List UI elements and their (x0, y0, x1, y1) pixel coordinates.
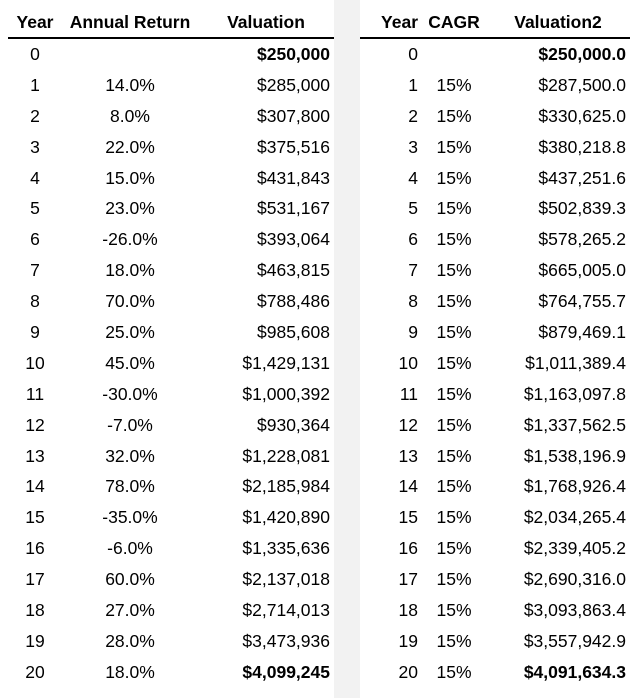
cell-year[interactable]: 11 (399, 383, 418, 404)
cell-cagr[interactable]: 15% (436, 136, 472, 157)
cell-valuation2[interactable]: $1,538,196.9 (523, 445, 626, 466)
cell-valuation2[interactable]: $879,469.1 (538, 321, 626, 342)
cell-valuation[interactable]: $3,473,936 (242, 630, 330, 651)
cell-cagr[interactable]: 15% (436, 229, 472, 250)
cell-year[interactable]: 19 (398, 630, 418, 651)
table-row (360, 471, 630, 502)
cell-year[interactable]: 17 (25, 569, 45, 590)
cell-year[interactable]: 12 (398, 414, 418, 435)
cell-valuation2[interactable]: $2,034,265.4 (523, 507, 626, 528)
table-row (8, 410, 334, 441)
cell-year[interactable]: 15 (25, 507, 45, 528)
header-year[interactable]: Year (360, 7, 422, 38)
cell-year[interactable]: 4 (30, 167, 40, 188)
table-row (8, 564, 334, 595)
table-row (8, 101, 334, 132)
cagr-table (360, 7, 630, 688)
cell-year[interactable]: 12 (25, 414, 45, 435)
cell-valuation2[interactable]: $1,163,097.8 (523, 383, 626, 404)
table-row (8, 441, 334, 472)
cell-valuation[interactable]: $393,064 (257, 229, 330, 250)
cell-cagr[interactable]: 15% (436, 630, 472, 651)
table-row (360, 193, 630, 224)
cell-valuation2[interactable]: $287,500.0 (538, 74, 626, 95)
cell-year[interactable]: 7 (30, 260, 40, 281)
cell-valuation[interactable]: $930,364 (257, 414, 330, 435)
table-row (360, 533, 630, 564)
table-row (360, 286, 630, 317)
cell-valuation2[interactable]: $250,000.0 (538, 43, 626, 64)
cell-valuation2[interactable]: $2,339,405.2 (523, 538, 626, 559)
cell-valuation[interactable]: $431,843 (257, 167, 330, 188)
cell-year[interactable]: 6 (30, 229, 40, 250)
cell-cagr[interactable] (422, 38, 486, 70)
table-row (360, 348, 630, 379)
cell-year[interactable]: 11 (25, 383, 45, 404)
table-row (360, 101, 630, 132)
cell-annual-return[interactable]: 60.0% (105, 569, 155, 590)
cell-valuation[interactable]: $285,000 (257, 74, 330, 95)
cell-year[interactable]: 13 (398, 445, 418, 466)
cell-valuation[interactable]: $985,608 (257, 321, 330, 342)
cell-annual-return[interactable]: 15.0% (105, 167, 155, 188)
cell-annual-return[interactable]: 18.0% (105, 661, 155, 682)
cell-cagr[interactable]: 15% (436, 352, 472, 373)
cell-year[interactable]: 14 (398, 476, 418, 497)
cell-annual-return[interactable]: -26.0% (102, 229, 158, 250)
table-row (360, 132, 630, 163)
cell-cagr[interactable]: 15% (436, 599, 472, 620)
cell-annual-return[interactable]: 14.0% (105, 74, 155, 95)
header-cagr[interactable]: CAGR (422, 7, 486, 38)
cell-valuation2[interactable]: $330,625.0 (538, 105, 626, 126)
header-year[interactable]: Year (8, 7, 62, 38)
cell-year[interactable]: 1 (30, 74, 40, 95)
cell-valuation2[interactable]: $4,091,634.3 (523, 661, 626, 682)
cell-year[interactable]: 2 (408, 105, 418, 126)
cell-valuation2[interactable]: $1,011,389.4 (525, 352, 626, 373)
table-row (8, 38, 334, 70)
cell-year[interactable]: 16 (398, 538, 418, 559)
table-row (8, 379, 334, 410)
table-row (360, 502, 630, 533)
cell-cagr[interactable]: 15% (436, 198, 472, 219)
table-row (8, 533, 334, 564)
cell-year[interactable]: 3 (30, 136, 40, 157)
table-row (360, 595, 630, 626)
cell-year[interactable]: 8 (408, 291, 418, 312)
cell-cagr[interactable]: 15% (436, 414, 472, 435)
cell-valuation2[interactable]: $3,557,942.9 (523, 630, 626, 651)
table-row (8, 595, 334, 626)
cell-valuation2[interactable]: $764,755.7 (538, 291, 626, 312)
cell-year[interactable]: 16 (25, 538, 45, 559)
cell-valuation2[interactable]: $3,093,863.4 (523, 599, 626, 620)
table-row (8, 471, 334, 502)
cell-valuation[interactable]: $1,429,131 (242, 352, 330, 373)
cell-year[interactable]: 10 (25, 352, 45, 373)
cell-valuation2[interactable]: $665,005.0 (538, 260, 626, 281)
cell-year[interactable]: 9 (408, 321, 418, 342)
cell-year[interactable]: 14 (25, 476, 45, 497)
table-row (360, 224, 630, 255)
cell-cagr[interactable]: 15% (436, 445, 472, 466)
table-row (360, 317, 630, 348)
cell-valuation[interactable]: $1,420,890 (242, 507, 330, 528)
cell-cagr[interactable]: 15% (436, 260, 472, 281)
cell-cagr[interactable]: 15% (436, 383, 472, 404)
cell-year[interactable]: 2 (30, 105, 40, 126)
cell-annual-return[interactable]: -6.0% (107, 538, 153, 559)
cell-valuation[interactable]: $250,000 (257, 43, 330, 64)
cell-cagr[interactable]: 15% (436, 291, 472, 312)
cell-year[interactable]: 1 (408, 74, 418, 95)
table-row (8, 163, 334, 194)
column-gap (334, 0, 360, 698)
cell-valuation[interactable]: $1,000,392 (242, 383, 330, 404)
table-row (8, 317, 334, 348)
cell-cagr[interactable]: 15% (436, 507, 472, 528)
cell-valuation2[interactable]: $578,265.2 (538, 229, 626, 250)
header-valuation[interactable]: Valuation (198, 7, 334, 38)
table-row (360, 657, 630, 688)
cell-annual-return[interactable]: 70.0% (105, 291, 155, 312)
annual-return-table (8, 7, 334, 688)
table-row (8, 70, 334, 101)
cell-annual-return[interactable]: 78.0% (105, 476, 155, 497)
cell-valuation2[interactable]: $437,251.6 (538, 167, 626, 188)
header-valuation2[interactable]: Valuation2 (486, 7, 630, 38)
cell-valuation2[interactable]: $1,768,926.4 (523, 476, 626, 497)
cell-annual-return[interactable]: 28.0% (105, 630, 155, 651)
cell-cagr[interactable]: 15% (436, 321, 472, 342)
cell-annual-return[interactable] (62, 38, 198, 70)
cell-valuation[interactable]: $2,185,984 (242, 476, 330, 497)
cell-annual-return[interactable]: 18.0% (105, 260, 155, 281)
cell-year[interactable]: 6 (408, 229, 418, 250)
table-row (360, 379, 630, 410)
cell-year[interactable]: 4 (408, 167, 418, 188)
table-row (8, 132, 334, 163)
cell-valuation2[interactable]: $1,337,562.5 (523, 414, 626, 435)
cell-year[interactable]: 7 (408, 260, 418, 281)
cell-year[interactable]: 19 (25, 630, 45, 651)
table-row (360, 70, 630, 101)
cell-valuation[interactable]: $463,815 (257, 260, 330, 281)
table-row (8, 626, 334, 657)
cell-annual-return[interactable]: 8.0% (110, 105, 150, 126)
cell-year[interactable]: 20 (398, 661, 418, 682)
header-row (8, 7, 334, 38)
cell-cagr[interactable]: 15% (436, 538, 472, 559)
table-row (8, 286, 334, 317)
cell-year[interactable]: 0 (408, 43, 418, 64)
cell-year[interactable]: 3 (408, 136, 418, 157)
cell-annual-return[interactable]: 32.0% (105, 445, 155, 466)
cell-year[interactable]: 18 (398, 599, 418, 620)
cell-annual-return[interactable]: 27.0% (105, 599, 155, 620)
cell-annual-return[interactable]: 22.0% (105, 136, 155, 157)
cell-valuation[interactable]: $375,516 (257, 136, 330, 157)
table-row (8, 224, 334, 255)
cell-valuation[interactable]: $788,486 (257, 291, 330, 312)
cell-cagr[interactable]: 15% (436, 476, 472, 497)
table-row (360, 564, 630, 595)
cell-valuation2[interactable]: $380,218.8 (538, 136, 626, 157)
table-row (8, 255, 334, 286)
cell-annual-return[interactable]: 45.0% (105, 352, 155, 373)
cell-year[interactable]: 5 (408, 198, 418, 219)
cell-valuation2[interactable]: $502,839.3 (538, 198, 626, 219)
cell-cagr[interactable]: 15% (436, 167, 472, 188)
cell-year[interactable]: 5 (30, 198, 40, 219)
table-row (8, 657, 334, 688)
cell-cagr[interactable]: 15% (436, 661, 472, 682)
cell-cagr[interactable]: 15% (436, 569, 472, 590)
table-row (8, 502, 334, 533)
cell-valuation[interactable]: $531,167 (257, 198, 330, 219)
cell-year[interactable]: 9 (30, 321, 40, 342)
table-row (360, 626, 630, 657)
cell-year[interactable]: 8 (30, 291, 40, 312)
cell-year[interactable]: 18 (25, 599, 45, 620)
cell-valuation[interactable]: $4,099,245 (242, 661, 330, 682)
cell-annual-return[interactable]: 25.0% (105, 321, 155, 342)
cell-year[interactable]: 20 (25, 661, 45, 682)
cell-valuation[interactable]: $2,137,018 (242, 569, 330, 590)
table-row (360, 255, 630, 286)
cell-year[interactable]: 0 (30, 43, 40, 64)
cell-valuation[interactable]: $1,335,636 (242, 538, 330, 559)
cell-annual-return[interactable]: -30.0% (102, 383, 158, 404)
cell-cagr[interactable]: 15% (436, 74, 472, 95)
cell-annual-return[interactable]: -7.0% (107, 414, 153, 435)
table-row (360, 441, 630, 472)
table-row (8, 193, 334, 224)
table-row (360, 410, 630, 441)
cell-annual-return[interactable]: -35.0% (102, 507, 158, 528)
cell-valuation[interactable]: $307,800 (257, 105, 330, 126)
table-row (360, 163, 630, 194)
cell-year[interactable]: 13 (25, 445, 45, 466)
table-row (360, 38, 630, 70)
header-row (360, 7, 630, 38)
cell-valuation2[interactable]: $2,690,316.0 (523, 569, 626, 590)
cell-valuation[interactable]: $1,228,081 (242, 445, 330, 466)
header-annual-return[interactable]: Annual Return (62, 7, 198, 38)
cell-year[interactable]: 17 (398, 569, 418, 590)
cell-year[interactable]: 10 (398, 352, 418, 373)
cell-valuation[interactable]: $2,714,013 (242, 599, 330, 620)
table-row (8, 348, 334, 379)
cell-cagr[interactable]: 15% (436, 105, 472, 126)
cell-year[interactable]: 15 (398, 507, 418, 528)
cell-annual-return[interactable]: 23.0% (105, 198, 155, 219)
